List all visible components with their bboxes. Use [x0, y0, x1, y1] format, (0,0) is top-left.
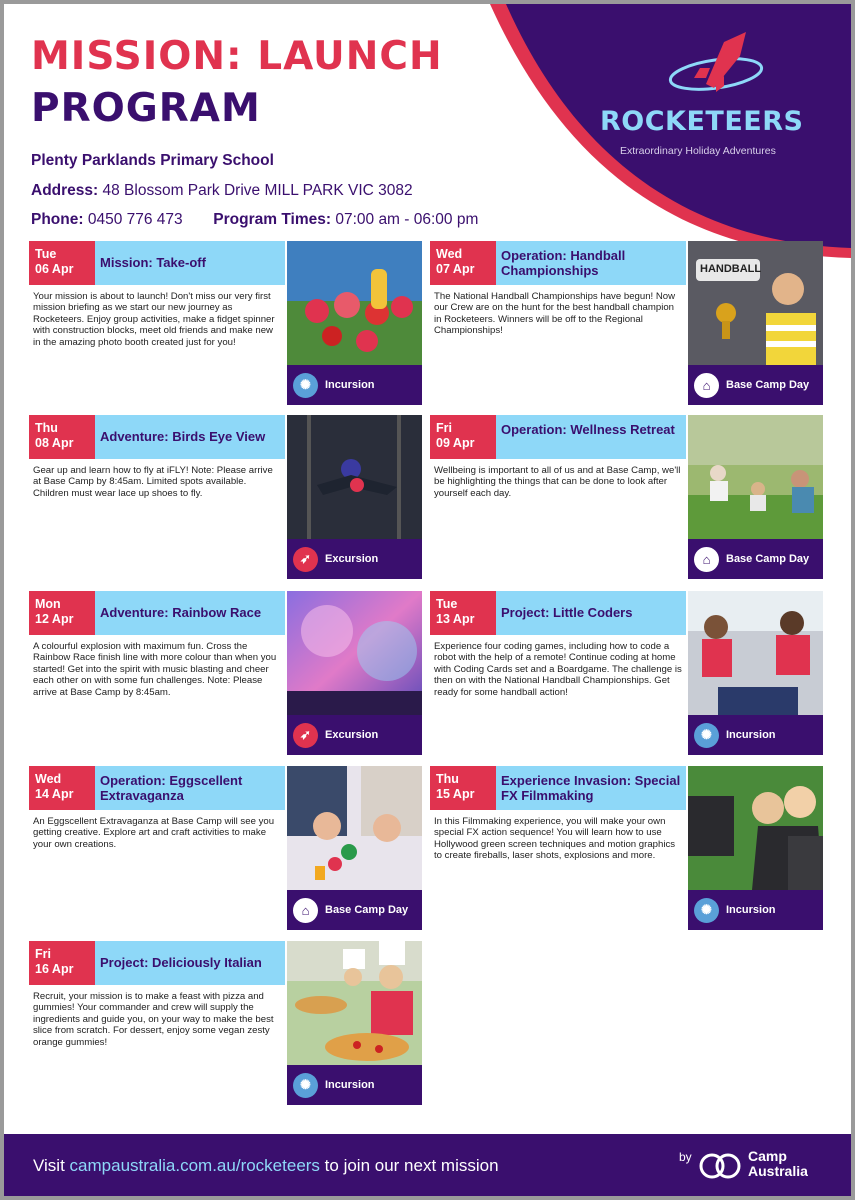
- phone-label: Phone:: [31, 211, 84, 228]
- card-date: Thu 08 Apr: [29, 415, 95, 459]
- card-date: Thu 15 Apr: [430, 766, 496, 810]
- program-card: [430, 591, 820, 755]
- card-photo: [287, 415, 422, 539]
- card-description: A colourful explosion with maximum fun. Cross the Rainbow Race finish line with more colour than when you started! Get into the spirit with music blasting and cheer each other on with some fun challenges. Note: Please arrive at Base Camp by 8:45am.: [33, 641, 277, 698]
- card-title: Adventure: Birds Eye View: [95, 415, 285, 459]
- program-card: [29, 415, 419, 579]
- card-description: Experience four coding games, including how to code a robot with the help of a remote! Continue coding at home with Coding Cards set and a Boardgame. The challenge is then on with the National Handball Championships. Get ready for some handball action!: [434, 641, 682, 698]
- school-name: Plenty Parklands Primary School: [31, 152, 274, 169]
- card-photo: [287, 241, 422, 365]
- camp-australia-wordmark: Camp Australia: [748, 1148, 808, 1179]
- card-date: Mon 12 Apr: [29, 591, 95, 635]
- card-title: Mission: Take-off: [95, 241, 285, 285]
- times-label: Program Times:: [213, 211, 332, 228]
- card-date: Wed 07 Apr: [430, 241, 496, 285]
- program-card: [29, 766, 419, 930]
- card-description: An Eggscellent Extravaganza at Base Camp will see you getting creative. Explore art and craft activities to make your own creations.: [33, 816, 275, 850]
- card-date: Fri 09 Apr: [430, 415, 496, 459]
- card-title: Operation: Handball Championships: [496, 241, 686, 285]
- footer-cta: Visit campaustralia.com.au/rocketeers to join our next mission: [33, 1156, 499, 1175]
- footer-url-link[interactable]: campaustralia.com.au/rocketeers: [69, 1156, 320, 1175]
- base-camp-icon: ⌂: [694, 547, 719, 572]
- program-card: [430, 766, 820, 930]
- program-card: [29, 941, 419, 1105]
- card-photo: [688, 241, 823, 365]
- photo-sign-text: HANDBALL: [700, 263, 762, 275]
- address-label: Address:: [31, 182, 99, 199]
- camp-australia-logo-icon: [698, 1150, 742, 1182]
- excursion-icon: ➶: [293, 723, 318, 748]
- excursion-icon: ➶: [293, 547, 318, 572]
- page-title-line2: PROGRAM: [31, 86, 261, 131]
- card-date: Tue 06 Apr: [29, 241, 95, 285]
- card-photo: [287, 591, 422, 715]
- card-photo: [287, 766, 422, 890]
- address-value: 48 Blossom Park Drive MILL PARK VIC 3082: [102, 182, 413, 199]
- page-title-line1: MISSION: LAUNCH: [31, 34, 443, 79]
- card-title: Operation: Wellness Retreat: [496, 415, 686, 459]
- brand-tagline: Extraordinary Holiday Adventures: [620, 145, 776, 157]
- card-date: Tue 13 Apr: [430, 591, 496, 635]
- card-date: Wed 14 Apr: [29, 766, 95, 810]
- card-photo: [287, 941, 422, 1065]
- card-title: Project: Little Coders: [496, 591, 686, 635]
- rocket-logo-icon: [666, 28, 766, 98]
- phone-value: 0450 776 473: [87, 211, 183, 228]
- program-card: [29, 241, 419, 405]
- program-card: [430, 241, 820, 405]
- base-camp-icon: ⌂: [293, 898, 318, 923]
- address-line: [31, 182, 413, 200]
- card-description: Recruit, your mission is to make a feast with pizza and gummies! Your commander and crew will supply the ingredients and guide you, on your way to make the best slice from scratch. For dessert, enjoy some vegan zesty orange gummies!: [33, 991, 274, 1048]
- card-activity-type: ✺ Incursion: [688, 715, 823, 755]
- program-flyer: [4, 4, 851, 1196]
- base-camp-icon: ⌂: [694, 373, 719, 398]
- card-photo: [688, 591, 823, 715]
- card-description: Your mission is about to launch! Don't miss our very first mission briefing as we start our new journey as Rocketeers. Enjoy group activities, make a fidget spinner with construction blocks, meet old friends and make new in the amazing photo booth created just for you!: [33, 291, 275, 348]
- card-date: Fri 16 Apr: [29, 941, 95, 985]
- card-description: The National Handball Championships have begun! Now our Crew are on the hunt for the best handball champion in Rocketeers. Winners will be off to the Regional Championships!: [434, 291, 676, 337]
- incursion-icon: ✺: [293, 373, 318, 398]
- card-description: Wellbeing is important to all of us and at Base Camp, we'll be highlighting the things that can be done to look after yourself each day.: [434, 465, 681, 499]
- program-card: [430, 415, 820, 579]
- card-photo: [688, 766, 823, 890]
- brand-name: ROCKETEERS: [600, 106, 804, 137]
- card-activity-type: ⌂ Base Camp Day: [287, 890, 422, 930]
- card-activity-type: ⌂ Base Camp Day: [688, 539, 823, 579]
- card-activity-type: ✺ Incursion: [688, 890, 823, 930]
- incursion-icon: ✺: [293, 1073, 318, 1098]
- card-title: Experience Invasion: Special FX Filmmaking: [496, 766, 686, 810]
- card-title: Adventure: Rainbow Race: [95, 591, 285, 635]
- card-activity-type: ⌂ Base Camp Day: [688, 365, 823, 405]
- incursion-icon: ✺: [694, 723, 719, 748]
- card-activity-type: ✺ Incursion: [287, 1065, 422, 1105]
- card-title: Project: Deliciously Italian: [95, 941, 285, 985]
- times-value: 07:00 am - 06:00 pm: [335, 211, 479, 228]
- card-photo: [688, 415, 823, 539]
- card-activity-type: ➶ Excursion: [287, 715, 422, 755]
- program-card: [29, 591, 419, 755]
- footer: [4, 1134, 851, 1196]
- card-activity-type: ➶ Excursion: [287, 539, 422, 579]
- phone-line: [31, 211, 478, 229]
- footer-by: by: [679, 1150, 692, 1164]
- card-description: In this Filmmaking experience, you will make your own special FX action sequence! You will learn how to use Hollywood green screen techniques and motion graphics to create fireballs, laser shots, explosions and more.: [434, 816, 676, 862]
- card-activity-type: ✺ Incursion: [287, 365, 422, 405]
- card-title: Operation: Eggscellent Extravaganza: [95, 766, 285, 810]
- incursion-icon: ✺: [694, 898, 719, 923]
- card-description: Gear up and learn how to fly at iFLY! Note: Please arrive at Base Camp by 8:45am. Limited spots available. Children must wear lace up shoes to fly.: [33, 465, 273, 499]
